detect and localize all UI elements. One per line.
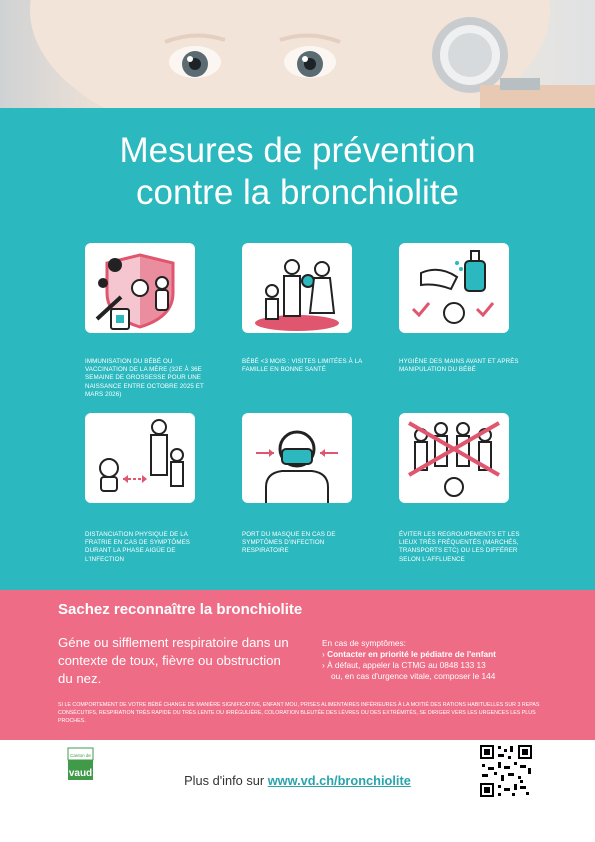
measure-caption-crowd: ÉVITER LES REGROUPEMENTS ET LES LIEUX TRÈS FRÉQUENTÉS (MARCHÉS, TRANSPORTS ETC) OU LES DIFFÉRER SELON L'AFFLUENCE	[399, 531, 520, 563]
measure-card-distancing	[85, 413, 195, 503]
hand-washing-icon	[399, 243, 509, 333]
distancing-icon	[85, 413, 195, 503]
symptoms-heading: En cas de symptômes:	[322, 638, 406, 648]
header-photo	[0, 0, 595, 108]
vaccination-shield-icon	[85, 243, 195, 333]
more-info: Plus d'info sur www.vd.ch/bronchiolite	[184, 773, 411, 788]
measure-card-crowd	[399, 413, 509, 503]
more-info-link[interactable]: www.vd.ch/bronchiolite	[267, 773, 411, 788]
svg-text:vaud: vaud	[68, 768, 93, 779]
measure-caption-visits: BÉBÉ <3 MOIS : VISITES LIMITÉES À LA FAMILLE EN BONNE SANTÉ	[242, 358, 363, 374]
measure-card-handwashing	[399, 243, 509, 333]
crowd-avoid-icon	[399, 413, 509, 503]
svg-text:Canton de: Canton de	[70, 753, 91, 758]
qr-code[interactable]	[468, 740, 540, 802]
recognition-heading: Sachez reconnaître la bronchiolite	[58, 601, 303, 618]
measure-caption-distancing: DISTANCIATION PHYSIQUE DE LA FRATRIE EN CAS DE SYMPTÔMES DURANT LA PHASE AIGÜE DE L'INFECTION	[85, 531, 191, 563]
measure-caption-vaccination: IMMUNISATION DU BÉBÉ OU VACCINATION DE LA MÈRE (32E À 36E SEMAINE DE GROSSESSE POUR UNE NAISSANCE ENTRE OCTOBRE 2025 ET MARS 2026)	[85, 358, 204, 398]
fine-print: SI LE COMPORTEMENT DE VOTRE BÉBÉ CHANGE DE MANIÈRE SIGNIFICATIVE, ENFANT MOU, PRISES ALIMENTAIRES INFÉRIEURES À LA MOITIÉ DES RATIONS HABITUELLES SUR 3 REPAS CONSÉCUTIFS, RESPIRATION TRÈS RAPIDE OU TRÈS LENTE OU IRRÉGULIÈRE, COLORATION BLEUTÉE DES LÈVRES OU DES EXTRÉMITÉS, SE DIRIGER VERS LES URGENCES LES PLUS PROCHES.	[58, 702, 540, 724]
measure-caption-handwashing: HYGIÈNE DES MAINS AVANT ET APRÈS MANIPULATION DU BÉBÉ	[399, 358, 519, 374]
measure-caption-mask: PORT DU MASQUE EN CAS DE SYMPTÔMES D'INFECTION RESPIRATOIRE	[242, 531, 336, 555]
recognition-signs: Géne ou sifflement respiratoire dans un contexte de toux, fièvre ou obstruction du nez.	[58, 635, 289, 686]
symptom-item-2-cont: ou, en cas d'urgence vitale, composer le 144	[331, 671, 496, 681]
page-title: Mesures de prévention contre la bronchiolite	[119, 131, 476, 212]
symptom-item-2: › À défaut, appeler la CTMG au 0848 133 13	[322, 660, 486, 670]
family-visit-icon	[242, 243, 352, 333]
symptom-item-1: › Contacter en priorité le pédiatre de l'enfant	[322, 649, 496, 659]
measure-card-mask	[242, 413, 352, 503]
measure-card-vaccination	[85, 243, 195, 333]
measure-card-visits	[242, 243, 352, 333]
mask-icon	[242, 413, 352, 503]
